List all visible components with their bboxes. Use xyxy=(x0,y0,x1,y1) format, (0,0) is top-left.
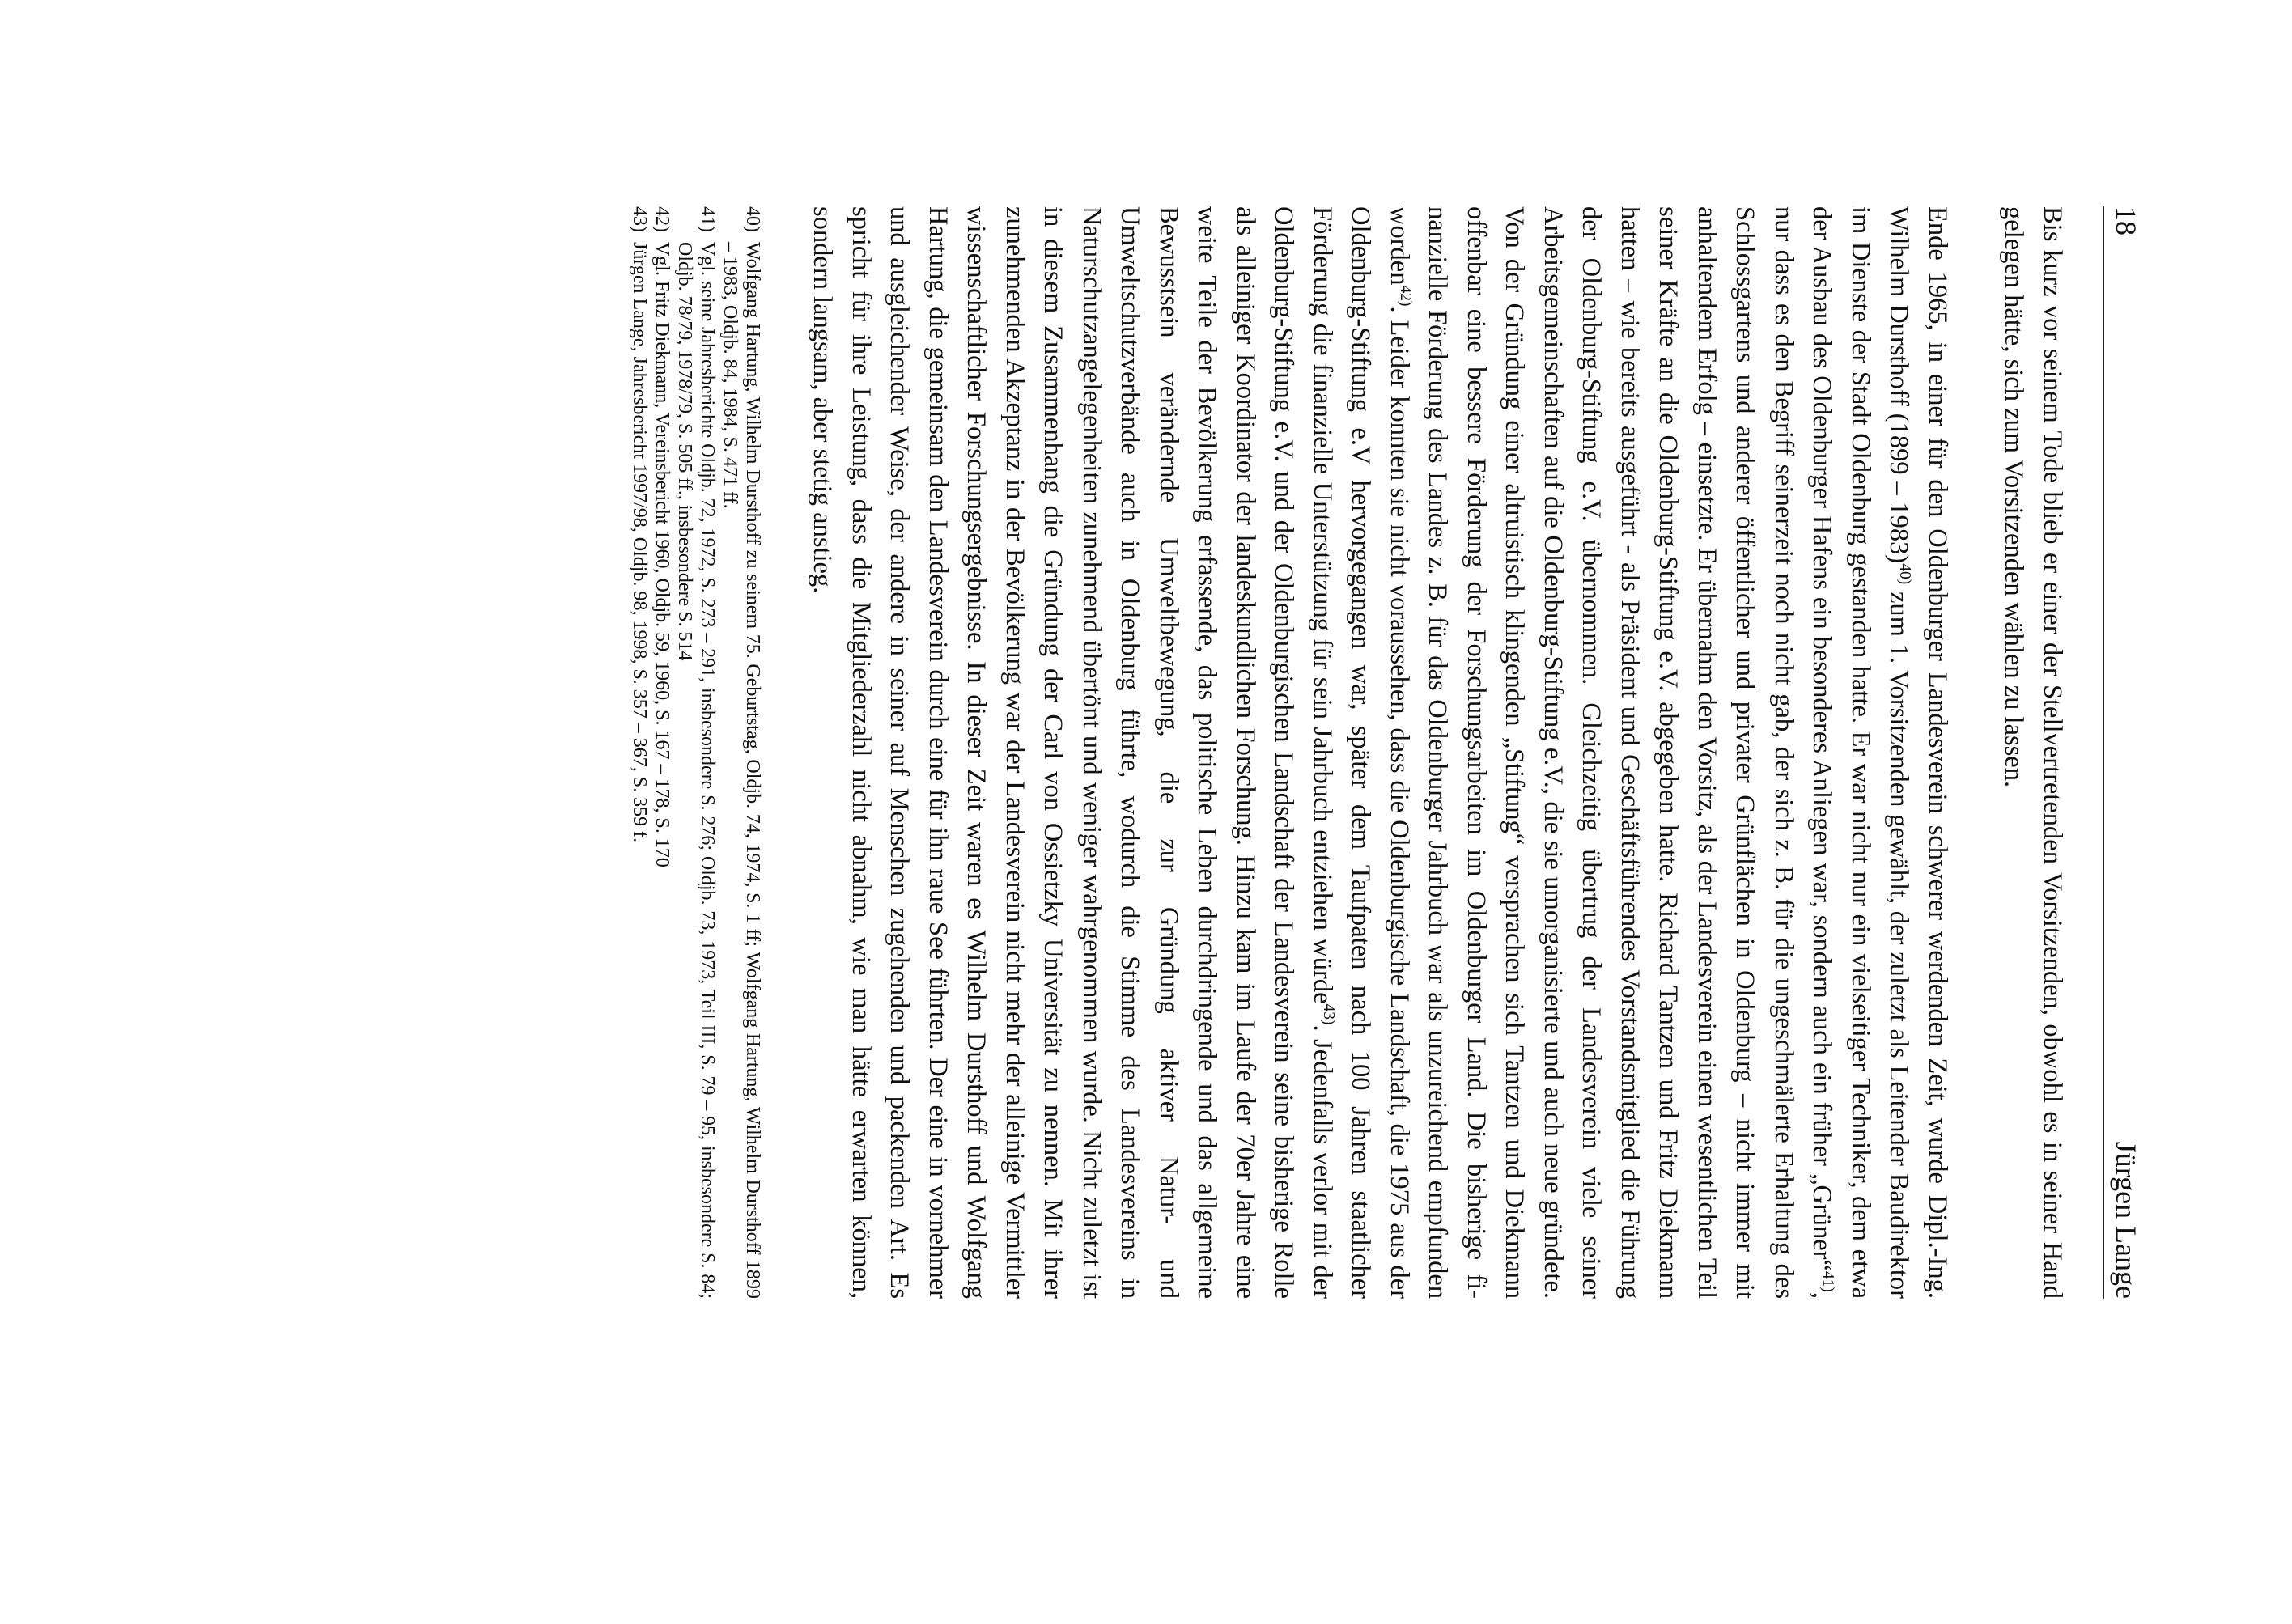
footnote-text: Vgl. Fritz Diekmann, Vereinsbericht 1960, Oldjb. 59, 1960, S. 167 – 178, S. 170 xyxy=(652,242,673,867)
footnote-number: 43) xyxy=(629,206,650,232)
paragraph-2-segment: , nur dass es den Begriff seinerzeit noch nicht gab, der sich z. B. für die ungeschmälerte Erhaltung des Schlossgartens und anderer öffentlicher und privater Grünflächen in Oldenburg – nicht immer mit anhaltendem Erfolg – einsetzte. Er übernahm den Vorsitz, als der Landesverein einen wesentlichen Teil seiner Kräfte an die Oldenburg-Stiftung e.V. abgegeben hatte. Richard Tantzen und Fritz Diekmann hatten – wie bereits ausgeführt - als Präsident und Geschäftsführendes Vorstandsmitglied die Führung der Oldenburg-Stiftung e.V. übernommen. Gleichzeitig übertrug der Landesverein viele seiner Arbeitsgemeinschaften auf die Oldenburg-Stiftung e.V., die sie umorganisierte und auch neue gründete. Von der Gründung einer altruistisch klingenden „Stiftung“ versprachen sich Tantzen und Diekmann offenbar eine bessere Förderung der Forschungsarbeiten im Oldenburger Land. Die bisherige finanzielle Förderung des Landes z. B. für das Oldenburger Jahrbuch war als unzureichend empfunden worden xyxy=(1385,206,1837,1299)
paragraph-2-segment: . Jedenfalls verlor mit der Oldenburg-Stiftung e.V. und der Oldenburgischen Landschaft der Landesverein seine bisherige Rolle als alleiniger Koordinator der landeskundlichen Forschung. Hinzu kam im Laufe der 70er Jahre eine weite Teile der Bevölkerung erfassende, das politische Leben durchdringende und das allgemeine Bewusstsein verändernde Umweltbewegung, die zur Gründung aktiver Natur- und Umweltschutzverbände auch in Oldenburg führte, wodurch die Stimme des Landesvereins in Naturschutzangelegenheiten zunehmend übertönt und weniger wahrgenommen wurde. Nicht zuletzt ist in diesem Zusammenhang die Gründung der Carl von Ossietzky Universität zu nennen. Mit ihrer zunehmenden Akzeptanz in der Bevölkerung war der Landesverein nicht mehr der alleinige Vermittler wissenschaftlicher Forschungsergebnisse. In dieser Zeit waren es Wilhelm Dursthoff und Wolfgang Hartung, die gemeinsam den Landesverein durch eine für ihn raue See führten. Der eine in vornehmer und ausgleichender Weise, der andere in seiner auf Menschen zugehenden und packenden Art. Es spricht für ihre Leistung, dass die Mitgliederzahl nicht abnahm, wie man hätte erwarten können, sondern langsam, aber stetig anstieg. xyxy=(808,206,1337,1299)
footnote-text: Wolfgang Hartung, Wilhelm Dursthoff zu seinem 75. Geburtstag, Oldjb. 74, 1974, S. 1 ff; Wolfgang Hartung, Wilhelm Dursthoff 1899 – 1983, Oldjb. 84, 1984, S. 471 ff. xyxy=(719,242,763,1299)
footnote-41 xyxy=(673,206,719,1299)
footnote-40 xyxy=(719,206,764,1299)
paragraph-1: Bis kurz vor seinem Tode blieb er einer der Stellvertretenden Vorsitzenden, obwohl es in seiner Hand gelegen hätte, sich zum Vorsitzenden wählen zu lassen. xyxy=(1999,206,2067,1299)
page-number: 18 xyxy=(2107,206,2145,242)
footnote-ref-43: 43) xyxy=(1319,1003,1337,1025)
paragraph-2-segment: Ende 1965, in einer für den Oldenburger Landesverein schwerer werdenden Zeit, wurde Dipl.-Ing. Wilhelm Dursthoff (1899 – 1983) xyxy=(1884,206,1952,1299)
body-text xyxy=(803,206,2071,1299)
running-header xyxy=(2103,206,2141,1299)
footnote-text: Jürgen Lange, Jahresbericht 1997/98, Oldjb. 98, 1998, S. 357 – 367, S. 359 f. xyxy=(629,242,650,843)
footnote-42 xyxy=(651,206,673,1299)
paragraph-2 xyxy=(803,206,1956,1299)
footnote-number: 42) xyxy=(652,206,673,232)
rotated-page-content xyxy=(482,206,2141,1299)
footnote-43 xyxy=(628,206,651,1299)
footnote-ref-40: 40) xyxy=(1896,563,1914,585)
footnote-ref-42: 42) xyxy=(1396,285,1414,307)
footnote-number: 40) xyxy=(742,206,763,232)
footnote-ref-41: 41) xyxy=(1819,1270,1837,1292)
footnote-number: 41) xyxy=(697,206,718,232)
footnotes xyxy=(628,206,764,1299)
paragraph-2-segment: . Leider konnten sie nicht voraussehen, dass die Oldenburgische Landschaft, die 1975 aus der Oldenburg-Stiftung e.V hervorgegangen war, später dem Taufpaten nach 100 Jahren staatlicher Förderung die finanzielle Unterstützung für sein Jahrbuch entziehen würde xyxy=(1308,206,1414,1299)
footnote-text: Vgl. seine Jahresberichte Oldjb. 72, 1972, S. 273 – 291, insbesondere S. 276; Oldjb. 73, 1973, Teil III, S. 79 – 95, insbesondere S. 84; Oldjb. 78/79, 1978/79, S. 505 ff., insbesondere S. 514 xyxy=(674,242,718,1299)
paragraph-2-segment: zum 1. Vorsitzenden gewählt, der zuletzt als Leitender Baudirektor im Dienste der Stadt Oldenburg gestanden hatte. Er war nicht nur ein vielseitiger Techniker, dem etwa der Ausbau des Oldenburger Hafens ein besonderes Anliegen war, sondern auch ein früher „Grüner“ xyxy=(1807,206,1914,1299)
running-head-author: Jürgen Lange xyxy=(2107,1135,2145,1299)
